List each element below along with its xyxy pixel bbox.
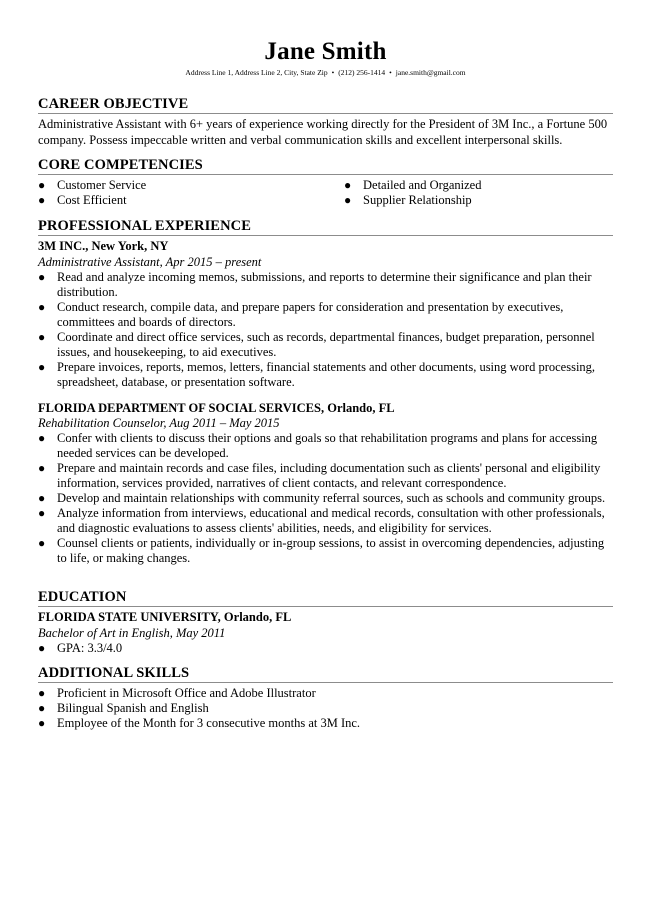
employer: 3M INC., New York, NY (38, 239, 169, 253)
bullet-icon: ● (38, 700, 46, 715)
resume-header (38, 38, 613, 78)
list-item (344, 193, 614, 208)
list-item (38, 536, 613, 566)
bullet-icon: ● (38, 536, 46, 550)
candidate-name: Jane Smith (264, 38, 387, 65)
competencies-grid (38, 178, 613, 208)
job-duties-list (38, 270, 613, 390)
section-title: EDUCATION (38, 589, 613, 607)
list-item-text: Supplier Relationship (363, 193, 472, 207)
list-item-text: Prepare and maintain records and case files, including documentation such as clients' personal and eligibility information, services provided, narratives of client contacts, and relevant correspondence. (57, 461, 601, 490)
education-section (38, 589, 613, 656)
bullet-icon: ● (38, 269, 46, 284)
list-item (38, 360, 613, 390)
bullet-icon: ● (344, 193, 352, 207)
list-item-text: Employee of the Month for 3 consecutive months at 3M Inc. (57, 715, 361, 730)
bullet-icon: ● (38, 359, 46, 374)
job-duties-list (38, 431, 613, 566)
list-item-text: Analyze information from interviews, educational and medical records, consultation with other professionals, and diagnostic evaluations to assess clients' abilities, needs, and eligibility for services. (57, 506, 605, 535)
list-item (38, 641, 613, 656)
list-item (38, 300, 613, 330)
education-details-list (38, 641, 613, 656)
list-item-text: Develop and maintain relationships with community referral sources, such as schools and community groups. (57, 491, 606, 505)
contact-line (38, 68, 613, 78)
section-title: CORE COMPETENCIES (38, 157, 613, 175)
list-item-text: Read and analyze incoming memos, submissions, and reports to determine their significance and plan their distribution. (57, 269, 592, 299)
job-entry (38, 401, 613, 567)
list-item (38, 178, 344, 193)
list-item (38, 491, 613, 506)
contact-separator: • (389, 68, 392, 77)
list-item-text: Cost Efficient (57, 193, 127, 207)
bullet-icon: ● (38, 506, 46, 520)
competencies-right-column (344, 178, 614, 208)
bullet-icon: ● (38, 715, 46, 730)
job-role: Administrative Assistant, Apr 2015 – present (38, 254, 262, 269)
bullet-icon: ● (38, 491, 46, 505)
bullet-icon: ● (38, 685, 46, 700)
list-item (38, 270, 613, 300)
address: Address Line 1, Address Line 2, City, State Zip (185, 68, 328, 77)
bullet-icon: ● (38, 193, 46, 207)
school: FLORIDA STATE UNIVERSITY, Orlando, FL (38, 610, 292, 624)
list-item-text: Counsel clients or patients, individually or in-group sessions, to assist in overcoming dependencies, adjusting to life, or making changes. (57, 536, 605, 565)
bullet-icon: ● (344, 178, 352, 192)
career-objective-section (38, 96, 613, 148)
list-item (38, 701, 613, 716)
list-item (38, 716, 613, 731)
list-item-text: Coordinate and direct office services, such as records, departmental finances, budget preparation, personnel issues, and housekeeping, to aid executives. (57, 329, 595, 359)
bullet-icon: ● (38, 431, 46, 445)
competencies-left-column (38, 178, 344, 208)
section-title: PROFESSIONAL EXPERIENCE (38, 218, 613, 236)
job-role: Rehabilitation Counselor, Aug 2011 – May 2015 (38, 416, 280, 430)
list-item (344, 178, 614, 193)
list-item-text: Conduct research, compile data, and prepare papers for consideration and presentation by executives, committees and boards of directors. (57, 299, 564, 329)
bullet-icon: ● (38, 178, 46, 192)
email: jane.smith@gmail.com (395, 68, 466, 77)
contact-separator: • (331, 68, 335, 77)
degree: Bachelor of Art in English, May 2011 (38, 625, 226, 640)
list-item-text: Proficient in Microsoft Office and Adobe Illustrator (57, 685, 316, 700)
list-item-text: Prepare invoices, reports, memos, letters, financial statements and other documents, using word processing, spreadsheet, database, or presentation software. (57, 359, 596, 389)
list-item-text: GPA: 3.3/4.0 (57, 640, 123, 655)
objective-text: Administrative Assistant with 6+ years of experience working directly for the President of 3M Inc., a Fortune 500 company. Possess impeccable written and verbal communication skills and excellent interpersonal skills. (38, 117, 608, 147)
bullet-icon: ● (38, 329, 46, 344)
list-item-text: Customer Service (57, 178, 147, 192)
list-item-text: Bilingual Spanish and English (57, 700, 209, 715)
employer: FLORIDA DEPARTMENT OF SOCIAL SERVICES, Orlando, FL (38, 400, 395, 415)
skills-list (38, 686, 613, 731)
section-title: CAREER OBJECTIVE (38, 96, 613, 114)
professional-experience-section (38, 218, 613, 566)
additional-skills-section (38, 665, 613, 731)
bullet-icon: ● (38, 461, 46, 475)
job-entry (38, 239, 613, 390)
phone: (212) 256-1414 (338, 68, 386, 77)
list-item (38, 506, 613, 536)
bullet-icon: ● (38, 640, 46, 655)
list-item (38, 330, 613, 360)
list-item (38, 686, 613, 701)
list-item (38, 461, 613, 491)
bullet-icon: ● (38, 299, 46, 314)
core-competencies-section (38, 157, 613, 208)
list-item (38, 431, 613, 461)
section-title: ADDITIONAL SKILLS (38, 665, 613, 683)
list-item-text: Detailed and Organized (363, 178, 482, 192)
list-item-text: Confer with clients to discuss their options and goals so that rehabilitation programs and plans for accessing needed services can be developed. (57, 431, 598, 460)
list-item (38, 193, 344, 208)
